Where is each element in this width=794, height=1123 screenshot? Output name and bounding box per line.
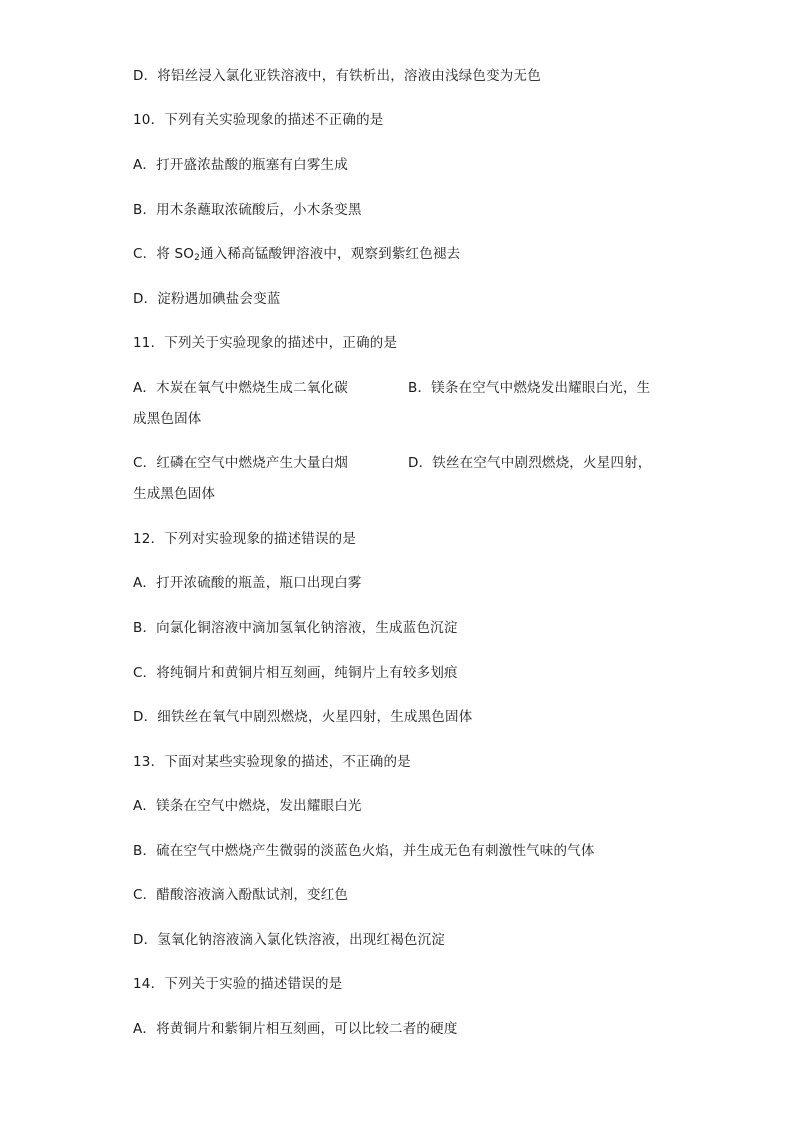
q10-option-c-pre: C．将 SO — [133, 246, 195, 262]
q12-option-b: B．向氯化铜溶液中滴加氢氧化钠溶液，生成蓝色沉淀 — [133, 620, 458, 636]
q12-option-d: D．细铁丝在氧气中剧烈燃烧，火星四射，生成黑色固体 — [133, 709, 473, 725]
q11-option-b: B．镁条在空气中燃烧发出耀眼白光，生 — [408, 380, 651, 396]
q10-option-d: D．淀粉遇加碘盐会变蓝 — [133, 291, 281, 307]
q13-option-b: B．硫在空气中燃烧产生微弱的淡蓝色火焰，并生成无色有刺激性气味的气体 — [133, 843, 595, 859]
q13-stem: 13．下面对某些实验现象的描述，不正确的是 — [133, 754, 411, 770]
q14-stem: 14．下列关于实验的描述错误的是 — [133, 976, 343, 992]
q9-option-d: D．将铝丝浸入氯化亚铁溶液中，有铁析出，溶液由浅绿色变为无色 — [133, 68, 541, 84]
q14-option-a: A．将黄铜片和紫铜片相互刻画，可以比较二者的硬度 — [133, 1021, 458, 1037]
q10-option-a: A．打开盛浓盐酸的瓶塞有白雾生成 — [133, 157, 348, 173]
q10-option-b: B．用木条蘸取浓硫酸后，小木条变黑 — [133, 202, 362, 218]
q11-option-d-cont: 生成黑色固体 — [133, 486, 216, 502]
q10-stem: 10．下列有关实验现象的描述不正确的是 — [133, 112, 384, 128]
q10-option-c — [133, 245, 460, 263]
q10-option-c-sub: 2 — [194, 253, 201, 263]
q11-stem: 11．下列关于实验现象的描述中，正确的是 — [133, 335, 398, 351]
q12-stem: 12．下列对实验现象的描述错误的是 — [133, 531, 357, 547]
q11-option-b-cont: 成黑色固体 — [133, 411, 202, 427]
q11-option-d: D．铁丝在空气中剧烈燃烧，火星四射， — [408, 455, 652, 471]
q12-option-a: A．打开浓硫酸的瓶盖，瓶口出现白雾 — [133, 575, 362, 591]
q13-option-a: A．镁条在空气中燃烧，发出耀眼白光 — [133, 798, 362, 814]
q12-option-c: C．将纯铜片和黄铜片相互刻画，纯铜片上有较多划痕 — [133, 665, 458, 681]
q13-option-c: C．醋酸溶液滴入酚酞试剂，变红色 — [133, 887, 349, 903]
q10-option-c-post: 通入稀高锰酸钾溶液中，观察到紫红色褪去 — [200, 246, 461, 262]
q11-option-c: C．红磷在空气中燃烧产生大量白烟 — [133, 455, 349, 471]
q11-option-a: A．木炭在氧气中燃烧生成二氧化碳 — [133, 380, 348, 396]
q13-option-d: D．氢氧化钠溶液滴入氯化铁溶液，出现红褐色沉淀 — [133, 932, 445, 948]
